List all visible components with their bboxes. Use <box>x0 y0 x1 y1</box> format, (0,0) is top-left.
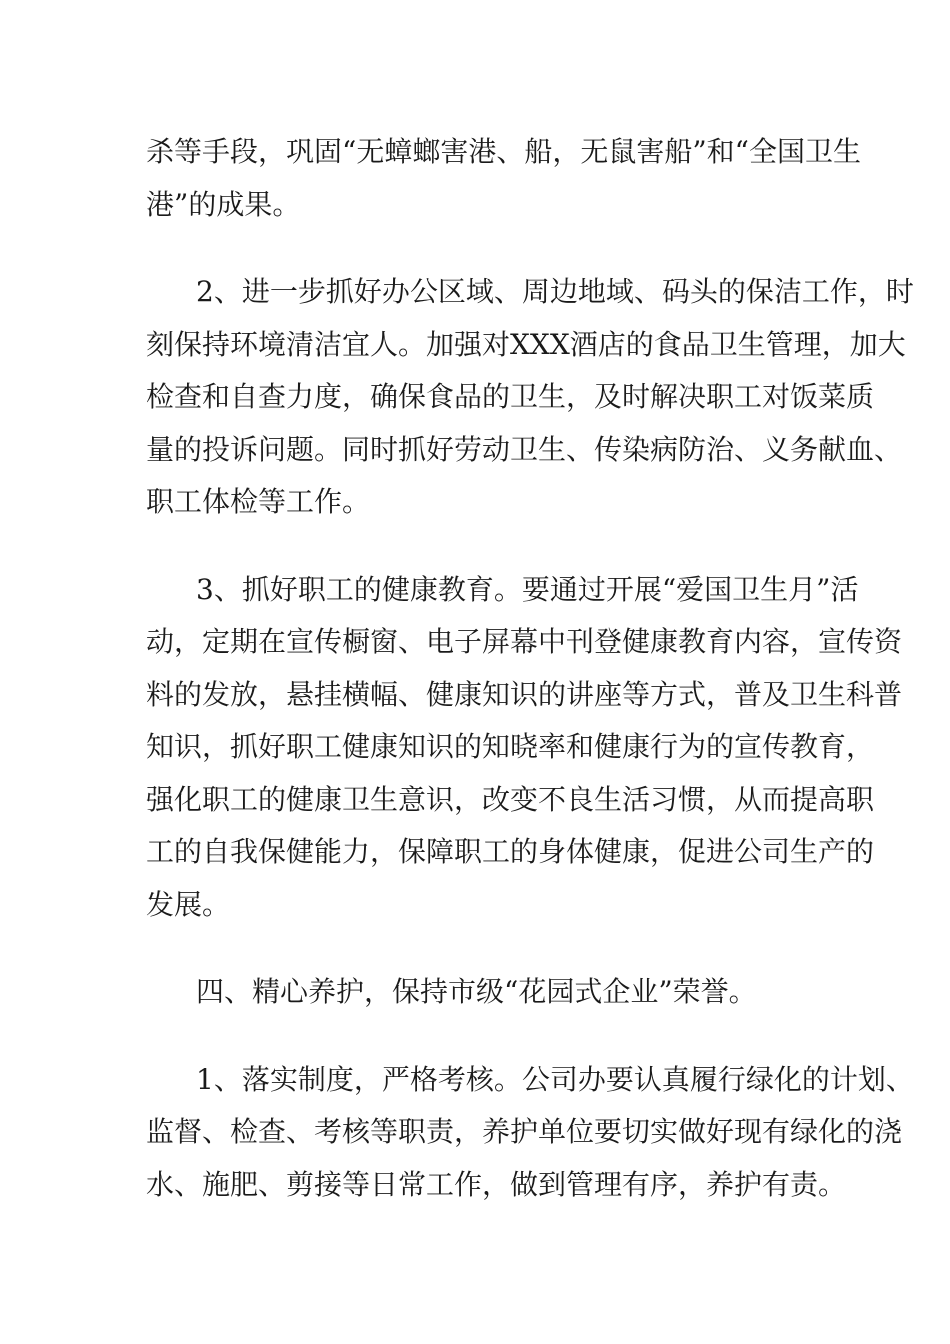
paragraph-item-3 <box>146 564 903 932</box>
text-line: 发展。 <box>146 887 231 921</box>
text-line: 杀等手段，巩固“无蟑螂害港、船，无鼠害船”和“全国卫生 <box>146 135 861 168</box>
text-line: 水、施肥、剪接等日常工作，做到管理有序，养护有责。 <box>146 1167 847 1201</box>
text-line: 强化职工的健康卫生意识，改变不良生活习惯，从而提高职 <box>146 782 875 816</box>
document-body <box>146 126 914 1211</box>
section-heading-4 <box>146 966 806 1019</box>
text-line: 刻保持环境清洁宜人。加强对XXX酒店的食品卫生管理，加大 <box>146 327 906 361</box>
text-line: 动，定期在宣传橱窗、电子屏幕中刊登健康教育内容，宣传资 <box>146 625 903 658</box>
text-line: 3、抓好职工的健康教育。要通过开展“爱国卫生月”活 <box>196 572 859 606</box>
text-line: 四、精心养护，保持市级“花园式企业”荣誉。 <box>196 975 757 1008</box>
text-line: 1、落实制度，严格考核。公司办要认真履行绿化的计划、 <box>196 1062 914 1096</box>
text-line: 港”的成果。 <box>146 187 301 221</box>
text-line: 检查和自查力度，确保食品的卫生，及时解决职工对饭菜质 <box>146 380 875 413</box>
text-line: 知识，抓好职工健康知识的知晓率和健康行为的宣传教育， <box>146 730 875 763</box>
paragraph-section-4-item-1 <box>146 1054 914 1212</box>
paragraph-continuation <box>146 126 861 231</box>
paragraph-item-2 <box>146 266 914 529</box>
text-line: 职工体检等工作。 <box>146 485 371 518</box>
text-line: 量的投诉问题。同时抓好劳动卫生、传染病防治、义务献血、 <box>146 432 903 466</box>
text-line: 2、进一步抓好办公区域、周边地域、码头的保洁工作，时 <box>196 275 914 308</box>
text-line: 监督、检查、考核等职责，养护单位要切实做好现有绿化的浇 <box>146 1115 903 1148</box>
text-line: 工的自我保健能力，保障职工的身体健康，促进公司生产的 <box>146 835 875 868</box>
text-line: 料的发放，悬挂横幅、健康知识的讲座等方式，普及卫生科普 <box>146 677 903 711</box>
